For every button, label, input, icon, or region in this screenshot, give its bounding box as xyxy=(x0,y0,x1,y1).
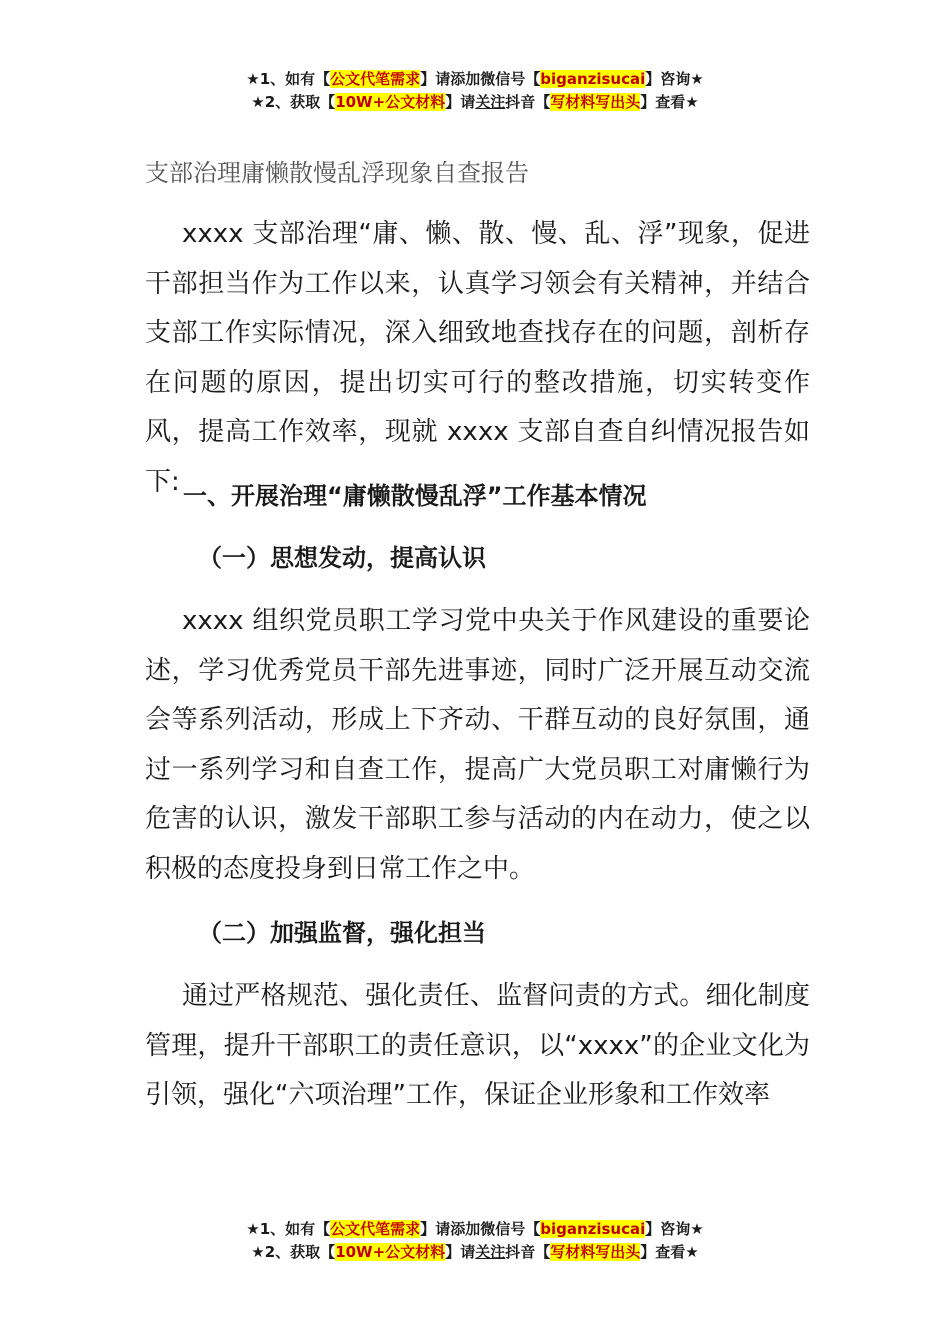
banner-line-2 xyxy=(0,91,950,114)
banner-highlight: 公文代笔需求 xyxy=(330,1220,421,1238)
banner-text: 】请 xyxy=(445,1243,476,1261)
banner-highlight: 10W+公文材料 xyxy=(335,1243,446,1261)
subsection-heading-1: （一）思想发动，提高认识 xyxy=(198,544,486,572)
banner-text: 】咨询★ xyxy=(645,70,704,88)
banner-highlight: 公文代笔需求 xyxy=(330,70,421,88)
subsection-2-paragraph: 通过严格规范、强化责任、监督问责的方式。细化制度管理，提升干部职工的责任意识，以“xxxx”的企业文化为引领，强化“六项治理”工作，保证企业形象和工作效率 xyxy=(145,981,810,1110)
banner-text: ★1、如有【 xyxy=(246,1220,331,1238)
banner-line-1 xyxy=(0,68,950,91)
banner-text: 】查看★ xyxy=(640,93,699,111)
section-heading-1: 一、开展治理“庸懒散慢乱浮”工作基本情况 xyxy=(183,482,647,510)
subsection-1-paragraph: xxxx 组织党员职工学习党中央关于作风建设的重要论述，学习优秀党员干部先进事迹，同时广泛开展互动交流会等系列活动，形成上下齐动、干群互动的良好氛围，通过一系列学习和自查工作，提高广大党员职工对庸懒行为危害的认识，激发干部职工参与活动的内在动力，使之以积极的态度投身到日常工作之中。 xyxy=(145,606,810,884)
banner-text: 】查看★ xyxy=(640,1243,699,1261)
banner-highlight-wechat: biganzisucai xyxy=(540,70,646,88)
banner-highlight-douyin: 写材料写出头 xyxy=(550,93,641,111)
banner-text-underlined: 关注 xyxy=(475,1243,506,1261)
banner-highlight-douyin: 写材料写出头 xyxy=(550,1243,641,1261)
banner-text: 】请添加微信号【 xyxy=(420,70,541,88)
banner-text: ★2、获取【 xyxy=(251,93,336,111)
subsection-heading-2: （二）加强监督，强化担当 xyxy=(198,919,486,947)
banner-text: ★2、获取【 xyxy=(251,1243,336,1261)
banner-text-underlined: 关注 xyxy=(475,93,506,111)
banner-line-1 xyxy=(0,1218,950,1241)
header-banner xyxy=(0,68,950,114)
banner-text: 抖音【 xyxy=(505,93,551,111)
banner-line-2 xyxy=(0,1241,950,1264)
intro-paragraph: xxxx 支部治理“庸、懒、散、慢、乱、浮”现象，促进干部担当作为工作以来，认真学习领会有关精神，并结合支部工作实际情况，深入细致地查找存在的问题，剖析存在问题的原因，提出切实可行的整改措施，切实转变作风，提高工作效率，现就 xxxx 支部自查自纠情况报告如下: xyxy=(145,219,810,497)
footer-banner xyxy=(0,1218,950,1264)
banner-text: 】请添加微信号【 xyxy=(420,1220,541,1238)
banner-highlight: 10W+公文材料 xyxy=(335,93,446,111)
banner-text: 】咨询★ xyxy=(645,1220,704,1238)
banner-text: ★1、如有【 xyxy=(246,70,331,88)
document-title: 支部治理庸懒散慢乱浮现象自查报告 xyxy=(145,159,529,187)
banner-highlight-wechat: biganzisucai xyxy=(540,1220,646,1238)
banner-text: 抖音【 xyxy=(505,1243,551,1261)
banner-text: 】请 xyxy=(445,93,476,111)
